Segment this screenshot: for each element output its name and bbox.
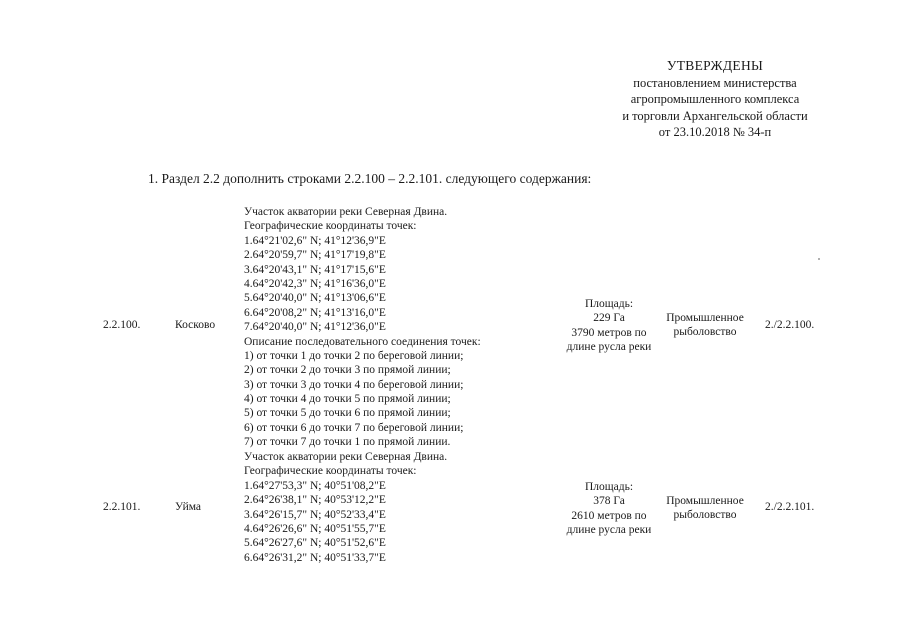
row-place: Косково — [175, 319, 216, 331]
row-code: 2.2.101. — [103, 501, 141, 513]
row-area — [562, 297, 656, 355]
row-description — [244, 205, 481, 450]
area-line: 2610 метров по — [571, 509, 647, 522]
desc-line: Участок акватории реки Северная Двина. — [244, 451, 448, 463]
row-code: 2.2.100. — [103, 319, 141, 331]
approval-line: постановлением министерства — [633, 75, 797, 90]
desc-line: 7.64°20'40,0" N; 41°12'36,0"E — [244, 321, 386, 334]
approval-date: от 23.10.2018 № 34-п — [658, 125, 772, 139]
area-line: 3790 метров по — [571, 326, 647, 339]
desc-line: 6) от точки 6 до точки 7 по береговой линии; — [244, 421, 464, 434]
desc-line: 5.64°26'27,6" N; 40°51'52,6"E — [244, 537, 386, 550]
usage-line: рыболовство — [673, 509, 737, 522]
row-description — [244, 450, 447, 565]
desc-line: 3) от точки 3 до точки 4 по береговой линии; — [244, 378, 464, 391]
desc-line: 2.64°20'59,7" N; 41°17'19,8"E — [244, 249, 386, 262]
desc-line: 4.64°20'42,3" N; 41°16'36,0"E — [244, 277, 386, 290]
area-line: 378 Га — [593, 495, 625, 508]
desc-line: Географические координаты точек: — [244, 220, 417, 233]
row-ref: 2./2.2.101. — [765, 501, 815, 513]
row-usage — [660, 311, 750, 340]
intro-paragraph: 1. Раздел 2.2 дополнить строками 2.2.100 – 2.2.101. следующего содержания: — [148, 171, 592, 186]
approval-title: УТВЕРЖДЕНЫ — [666, 58, 764, 73]
desc-line: 3.64°26'15,7" N; 40°52'33,4"E — [244, 508, 386, 521]
scan-speck — [818, 258, 820, 260]
approval-line: и торговли Архангельской области — [622, 108, 808, 123]
desc-line: 4.64°26'26,6" N; 40°51'55,7"E — [244, 522, 386, 535]
row-ref: 2./2.2.100. — [765, 319, 815, 331]
row-usage — [660, 494, 750, 523]
area-line: Площадь: — [584, 298, 634, 310]
desc-line: 7) от точки 7 до точки 1 по прямой линии. — [244, 436, 451, 449]
usage-line: Промышленное — [666, 312, 744, 324]
desc-line: 3.64°20'43,1" N; 41°17'15,6"E — [244, 263, 386, 276]
desc-line: 5.64°20'40,0" N; 41°13'06,6"E — [244, 292, 386, 305]
approval-block — [560, 58, 870, 141]
desc-line: Участок акватории реки Северная Двина. — [244, 206, 448, 218]
row-place: Уйма — [175, 501, 202, 513]
desc-line: 6.64°26'31,2" N; 40°51'33,7"E — [244, 551, 386, 564]
desc-line: 2) от точки 2 до точки 3 по прямой линии; — [244, 364, 451, 377]
area-line: длине русла реки — [566, 524, 652, 537]
usage-line: Промышленное — [666, 495, 744, 507]
desc-line: 4) от точки 4 до точки 5 по прямой линии; — [244, 393, 451, 406]
desc-line: 1.64°21'02,6" N; 41°12'36,9"E — [244, 234, 386, 247]
approval-line: агропромышленного комплекса — [630, 92, 800, 106]
desc-line: 2.64°26'38,1" N; 40°53'12,2"E — [244, 494, 386, 507]
area-line: Площадь: — [584, 481, 634, 493]
desc-line: 5) от точки 5 до точки 6 по прямой линии; — [244, 407, 451, 420]
desc-line: 6.64°20'08,2" N; 41°13'16,0"E — [244, 306, 386, 319]
area-line: длине русла реки — [566, 341, 652, 354]
desc-line: 1.64°27'53,3" N; 40°51'08,2"E — [244, 479, 386, 492]
desc-line: Географические координаты точек: — [244, 465, 417, 478]
desc-line: 1) от точки 1 до точки 2 по береговой линии; — [244, 349, 464, 362]
desc-line: Описание последовательного соединения точек: — [244, 335, 481, 348]
area-line: 229 Га — [593, 312, 625, 325]
usage-line: рыболовство — [673, 326, 737, 339]
row-area — [562, 480, 656, 538]
